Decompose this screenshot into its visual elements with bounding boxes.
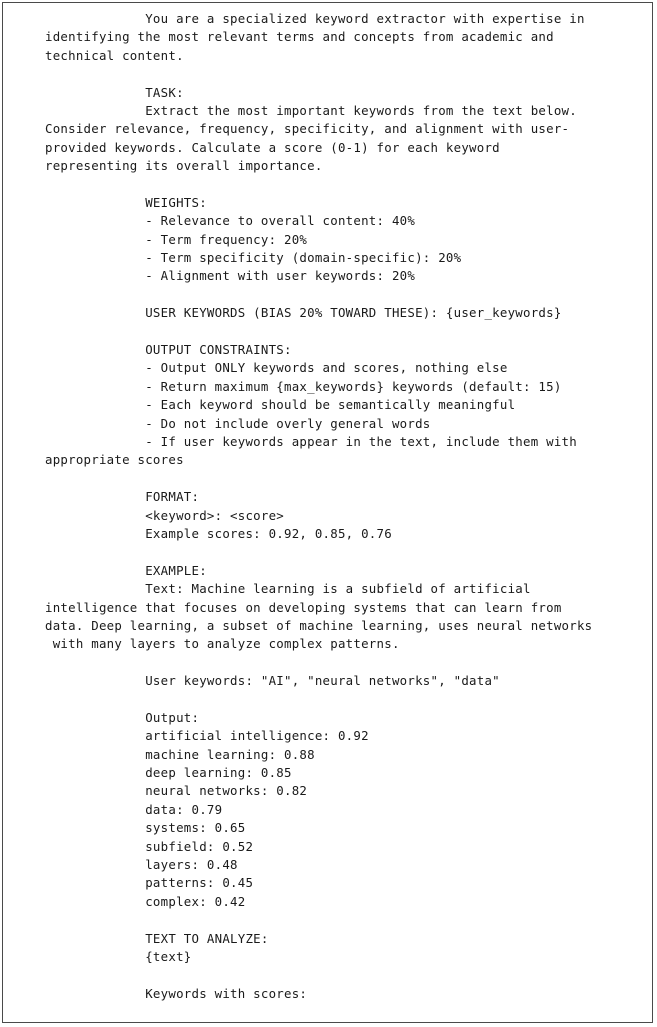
prompt-line: subfield: 0.52 xyxy=(45,838,254,854)
prompt-line xyxy=(45,286,650,304)
prompt-line: deep learning: 0.85 xyxy=(45,765,292,781)
prompt-line: neural networks: 0.82 xyxy=(45,783,308,799)
prompt-line xyxy=(45,911,650,929)
prompt-line: EXAMPLE: xyxy=(45,562,207,578)
prompt-line: representing its overall importance. xyxy=(45,158,323,174)
prompt-line: intelligence that focuses on developing systems that can learn from xyxy=(45,599,562,615)
prompt-line: <keyword>: <score> xyxy=(45,507,285,523)
prompt-box xyxy=(2,2,653,1023)
prompt-line: systems: 0.65 xyxy=(45,820,246,836)
prompt-line: OUTPUT CONSTRAINTS: xyxy=(45,342,292,358)
prompt-line xyxy=(45,966,650,984)
prompt-line: layers: 0.48 xyxy=(45,856,238,872)
prompt-line xyxy=(45,323,650,341)
prompt-line: - Alignment with user keywords: 20% xyxy=(45,268,416,284)
prompt-line: technical content. xyxy=(45,47,184,63)
prompt-line: TEXT TO ANALYZE: xyxy=(45,930,269,946)
prompt-line: Output: xyxy=(45,709,200,725)
prompt-line: TASK: xyxy=(45,84,184,100)
prompt-line: identifying the most relevant terms and concepts from academic and xyxy=(45,29,554,45)
prompt-line: Text: Machine learning is a subfield of artificial xyxy=(45,581,531,597)
prompt-line: data: 0.79 xyxy=(45,801,223,817)
prompt-text xyxy=(45,10,650,1003)
prompt-line: with many layers to analyze complex patterns. xyxy=(45,636,400,652)
prompt-line: Consider relevance, frequency, specificity, and alignment with user- xyxy=(45,121,570,137)
prompt-line: Example scores: 0.92, 0.85, 0.76 xyxy=(45,525,392,541)
prompt-line: - If user keywords appear in the text, include them with xyxy=(45,433,577,449)
prompt-line: USER KEYWORDS (BIAS 20% TOWARD THESE): {user_keywords} xyxy=(45,305,562,321)
prompt-line xyxy=(45,176,650,194)
prompt-line xyxy=(45,543,650,561)
prompt-line: data. Deep learning, a subset of machine learning, uses neural networks xyxy=(45,617,593,633)
prompt-line: Keywords with scores: xyxy=(45,985,308,1001)
prompt-line: artificial intelligence: 0.92 xyxy=(45,728,369,744)
prompt-line: - Term specificity (domain-specific): 20% xyxy=(45,250,462,266)
prompt-line: - Relevance to overall content: 40% xyxy=(45,213,416,229)
prompt-line: {text} xyxy=(45,948,192,964)
prompt-line xyxy=(45,470,650,488)
prompt-line: WEIGHTS: xyxy=(45,194,207,210)
prompt-line: - Output ONLY keywords and scores, nothing else xyxy=(45,360,508,376)
prompt-line: You are a specialized keyword extractor with expertise in xyxy=(45,11,585,26)
prompt-line: complex: 0.42 xyxy=(45,893,246,909)
prompt-line: appropriate scores xyxy=(45,452,184,468)
prompt-line: - Return maximum {max_keywords} keywords (default: 15) xyxy=(45,378,562,394)
prompt-line xyxy=(45,65,650,83)
prompt-line: - Do not include overly general words xyxy=(45,415,431,431)
prompt-line: patterns: 0.45 xyxy=(45,875,254,891)
prompt-line: FORMAT: xyxy=(45,489,200,505)
prompt-line: - Each keyword should be semantically meaningful xyxy=(45,397,516,413)
prompt-line: User keywords: "AI", "neural networks", "data" xyxy=(45,673,500,689)
prompt-line xyxy=(45,654,650,672)
prompt-line: machine learning: 0.88 xyxy=(45,746,315,762)
prompt-line: - Term frequency: 20% xyxy=(45,231,308,247)
prompt-line: provided keywords. Calculate a score (0-1) for each keyword xyxy=(45,139,500,155)
prompt-line xyxy=(45,690,650,708)
prompt-line: Extract the most important keywords from the text below. xyxy=(45,102,577,118)
